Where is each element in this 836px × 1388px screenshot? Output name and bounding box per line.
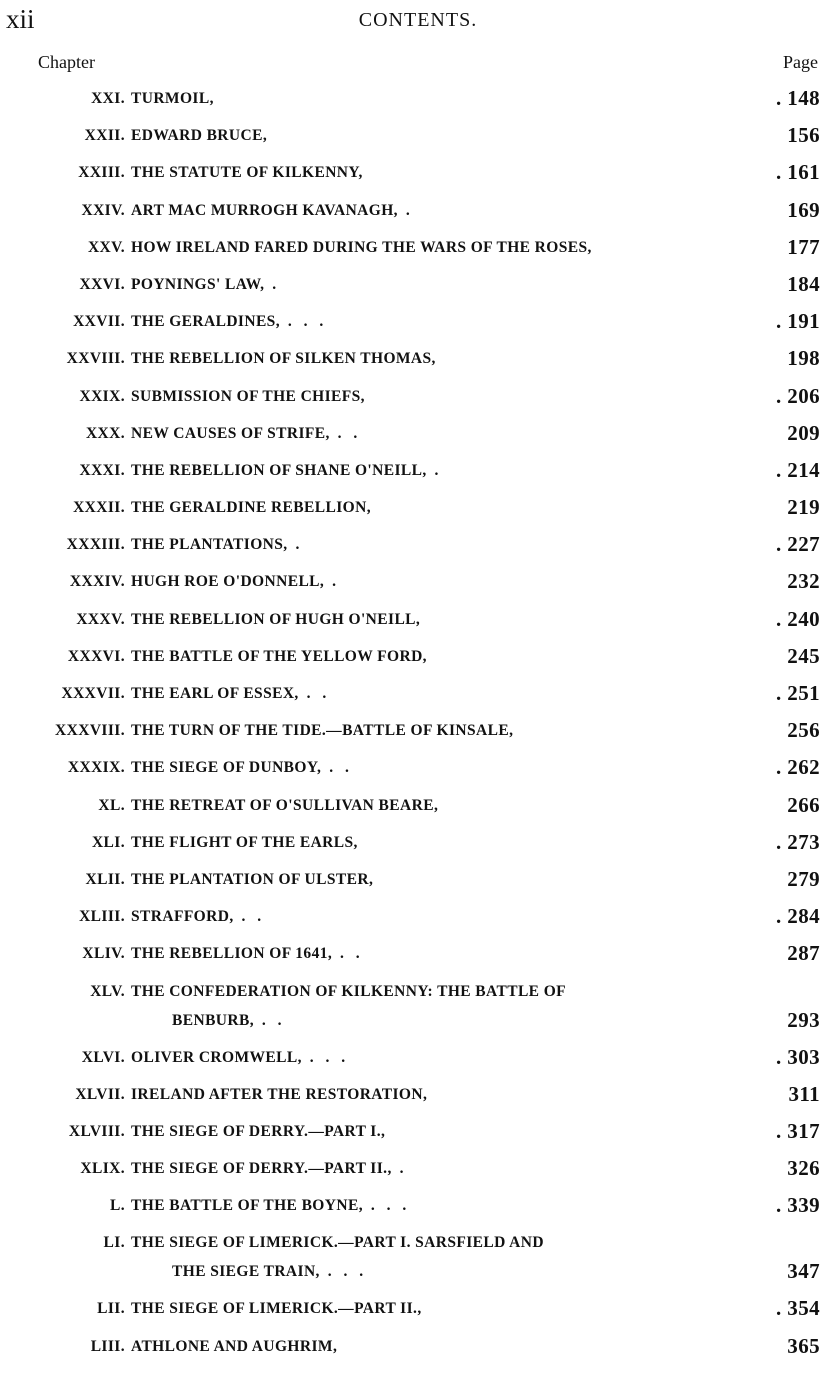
- chapter-title: [131, 797, 438, 815]
- chapter-title-text: THE GERALDINES,: [131, 313, 280, 331]
- chapter-number: XLIII.: [79, 908, 125, 926]
- chapter-title-text: SUBMISSION OF THE CHIEFS,: [131, 387, 365, 405]
- chapter-title-text: ART MAC MURROGH KAVANAGH,: [131, 201, 398, 219]
- chapter-title-text: STRAFFORD,: [131, 908, 234, 926]
- page-number: . 227: [776, 532, 820, 557]
- chapter-title-text: THE REBELLION OF HUGH O'NEILL,: [131, 610, 421, 628]
- chapter-number: XXVII.: [73, 313, 125, 331]
- dot-leaders: . . .: [362, 1197, 411, 1215]
- chapter-title: [131, 499, 371, 517]
- chapter-title: [131, 425, 361, 443]
- chapter-number: XXVI.: [79, 275, 125, 293]
- page-number: 326: [787, 1156, 820, 1181]
- chapter-title-text: THE REBELLION OF 1641,: [131, 945, 333, 963]
- toc-entry: [0, 160, 836, 197]
- chapter-title-text: THE REBELLION OF SHANE O'NEILL,: [131, 461, 427, 479]
- chapter-title-text: OLIVER CROMWELL,: [131, 1048, 302, 1066]
- toc-entry: [0, 532, 836, 569]
- chapter-title: [131, 350, 436, 368]
- page-number: 287: [787, 941, 820, 966]
- chapter-number: XXXII.: [73, 499, 125, 517]
- chapter-title: [131, 1049, 349, 1067]
- chapter-title-continuation: [172, 1012, 286, 1030]
- chapter-title-text: THE SIEGE OF DUNBOY,: [131, 759, 322, 777]
- dot-leaders: . . .: [301, 1048, 350, 1066]
- dot-leaders: .: [287, 536, 304, 554]
- toc-entry: [0, 718, 836, 755]
- page-number: 279: [787, 866, 820, 891]
- chapter-title-text: THE BATTLE OF THE BOYNE,: [131, 1197, 363, 1215]
- page-number: . 339: [776, 1193, 820, 1218]
- chapter-number: XLI.: [91, 833, 125, 851]
- toc-entry: [0, 681, 836, 718]
- chapter-title-continuation-text: BENBURB,: [172, 1011, 255, 1029]
- chapter-title-continuation-text: THE SIEGE TRAIN,: [172, 1263, 320, 1281]
- chapter-title: [131, 945, 364, 963]
- chapter-title: [131, 388, 365, 406]
- contents-list: [0, 86, 836, 1371]
- toc-entry: [0, 755, 836, 792]
- chapter-title-text: THE EARL OF ESSEX,: [131, 685, 299, 702]
- page-number: 169: [787, 197, 820, 222]
- chapter-number: XLVI.: [81, 1048, 125, 1066]
- page-number: . 148: [776, 86, 820, 110]
- toc-entry: [0, 198, 836, 235]
- toc-entry: [0, 346, 836, 383]
- chapter-title: [131, 611, 420, 629]
- chapter-title-text: THE CONFEDERATION OF KILKENNY: THE BATTLE OF: [131, 982, 567, 1000]
- dot-leaders: . . .: [279, 313, 328, 331]
- page-number: 293: [787, 1007, 820, 1032]
- chapter-title: [131, 1300, 422, 1318]
- chapter-title: [131, 1123, 385, 1141]
- toc-entry: [0, 86, 836, 123]
- toc-entry: [0, 1119, 836, 1156]
- chapter-number: XXIII.: [78, 164, 125, 182]
- chapter-title: [131, 759, 353, 777]
- page-number: 209: [787, 420, 820, 445]
- page-number: 365: [787, 1333, 820, 1358]
- dot-leaders: . .: [332, 945, 364, 963]
- page-number: 266: [787, 792, 820, 817]
- chapter-number: XL.: [98, 796, 125, 814]
- chapter-number: LIII.: [90, 1337, 125, 1355]
- page-number: . 251: [776, 681, 820, 705]
- chapter-number: XXII.: [84, 127, 125, 145]
- page-number: . 303: [776, 1044, 820, 1069]
- page-number: . 284: [776, 904, 820, 929]
- chapter-column-label: Chapter: [38, 52, 95, 72]
- chapter-title-text: POYNINGS' LAW,: [131, 275, 265, 293]
- chapter-title: [131, 648, 427, 666]
- page-number: 311: [788, 1081, 820, 1106]
- chapter-number: XXXIV.: [69, 573, 125, 591]
- dot-leaders: .: [397, 201, 414, 219]
- chapter-number: XXXVI.: [67, 647, 125, 665]
- dot-leaders: .: [426, 461, 443, 479]
- chapter-number: XXVIII.: [66, 350, 125, 368]
- chapter-number: XXIV.: [81, 201, 125, 219]
- chapter-number: XLVII.: [75, 1085, 125, 1103]
- page-number: . 240: [776, 606, 820, 631]
- toc-entry: [0, 384, 836, 421]
- toc-entry: [0, 1156, 836, 1193]
- chapter-number: LII.: [97, 1300, 125, 1318]
- toc-entry: [0, 867, 836, 904]
- dot-leaders: . .: [321, 759, 353, 777]
- toc-entry: [0, 644, 836, 681]
- toc-entry: [0, 421, 836, 458]
- chapter-title: [131, 462, 442, 480]
- dot-leaders: . . .: [319, 1263, 368, 1281]
- page-number: . 354: [776, 1296, 820, 1321]
- toc-entry: [0, 235, 836, 272]
- chapter-title-continuation: [172, 1263, 367, 1281]
- chapter-number: XLVIII.: [68, 1122, 125, 1140]
- chapter-title-text: HOW IRELAND FARED DURING THE WARS OF THE ROSES,: [131, 238, 592, 256]
- chapter-title-text: THE SIEGE OF LIMERICK.—PART I. SARSFIELD AND: [131, 1234, 544, 1252]
- chapter-title-text: THE SIEGE OF LIMERICK.—PART II.,: [131, 1300, 422, 1318]
- page-number: 184: [787, 271, 820, 296]
- chapter-title: [131, 313, 327, 331]
- toc-entry: [0, 458, 836, 495]
- dot-leaders: .: [324, 573, 340, 591]
- toc-entry: [0, 569, 836, 606]
- chapter-number: XXX.: [85, 424, 125, 442]
- chapter-number: XXXIX.: [67, 759, 125, 777]
- chapter-title: [131, 1234, 544, 1252]
- toc-entry: [0, 1296, 836, 1333]
- page-number: 177: [787, 234, 820, 259]
- chapter-number: XLV.: [90, 982, 125, 1000]
- page-number: . 273: [776, 829, 820, 854]
- page-number: 232: [787, 569, 820, 594]
- chapter-title: [131, 1338, 337, 1356]
- toc-entry: [0, 1193, 836, 1230]
- chapter-title: [131, 1086, 427, 1104]
- page-folio: xii: [6, 4, 35, 34]
- dot-leaders: .: [264, 275, 281, 293]
- chapter-number: XXIX.: [79, 387, 125, 405]
- chapter-title-text: IRELAND AFTER THE RESTORATION,: [131, 1085, 428, 1103]
- chapter-number: XXXVIII.: [55, 722, 125, 740]
- toc-entry: [0, 1230, 836, 1296]
- toc-entry: [0, 1045, 836, 1082]
- page-number: . 262: [776, 755, 820, 780]
- dot-leaders: . .: [329, 424, 362, 442]
- dot-leaders: . .: [254, 1011, 286, 1029]
- page-number: . 161: [776, 160, 820, 185]
- chapter-title-text: THE BATTLE OF THE YELLOW FORD,: [131, 647, 427, 665]
- page-number: . 206: [776, 383, 820, 408]
- chapter-title-text: HUGH ROE O'DONNELL,: [131, 573, 325, 591]
- toc-entry: [0, 830, 836, 867]
- chapter-title: [131, 1160, 407, 1178]
- chapter-title-text: NEW CAUSES OF STRIFE,: [131, 424, 330, 442]
- toc-entry: [0, 793, 836, 830]
- chapter-title-text: THE GERALDINE REBELLION,: [131, 499, 372, 517]
- chapter-number: XXV.: [87, 238, 125, 256]
- page-column-label: Page: [783, 52, 818, 72]
- toc-entry: [0, 607, 836, 644]
- page-number: . 317: [776, 1118, 820, 1143]
- toc-entry: [0, 1334, 836, 1371]
- chapter-title: [131, 164, 363, 182]
- chapter-number: XXXIII.: [66, 536, 125, 554]
- chapter-title-text: THE PLANTATION OF ULSTER,: [131, 870, 374, 888]
- toc-entry: [0, 1082, 836, 1119]
- chapter-title-text: THE FLIGHT OF THE EARLS,: [131, 833, 358, 851]
- chapter-number: XLII.: [85, 870, 125, 888]
- chapter-title-text: EDWARD BRUCE,: [131, 127, 268, 145]
- page-number: 245: [787, 643, 820, 668]
- chapter-number: XLIX.: [80, 1160, 125, 1178]
- chapter-title-text: THE TURN OF THE TIDE.—BATTLE OF KINSALE,: [131, 722, 514, 740]
- chapter-title-text: THE RETREAT OF O'SULLIVAN BEARE,: [131, 796, 439, 814]
- chapter-number: XXXV.: [76, 610, 125, 628]
- page-number: 219: [787, 495, 820, 520]
- chapter-title-text: THE REBELLION OF SILKEN THOMAS,: [131, 350, 436, 368]
- toc-entry: [0, 979, 836, 1045]
- chapter-title: [131, 202, 414, 220]
- page-number: . 191: [776, 309, 820, 334]
- page-number: 347: [787, 1259, 820, 1284]
- chapter-number: XXI.: [91, 90, 125, 107]
- toc-entry: [0, 904, 836, 941]
- page-number: 256: [787, 718, 820, 743]
- chapter-title: [131, 685, 330, 703]
- chapter-title: [131, 276, 280, 294]
- chapter-title-text: THE STATUTE OF KILKENNY,: [131, 164, 363, 182]
- chapter-title: [131, 239, 592, 257]
- chapter-title-text: THE SIEGE OF DERRY.—PART II.,: [131, 1160, 392, 1178]
- toc-entry: [0, 495, 836, 532]
- chapter-title: [131, 1197, 410, 1215]
- chapter-title: [131, 908, 265, 926]
- chapter-number: XXXI.: [79, 461, 125, 479]
- chapter-title: [131, 983, 566, 1001]
- chapter-title: [131, 127, 267, 145]
- chapter-title: [131, 871, 373, 889]
- chapter-title: [131, 834, 358, 852]
- chapter-title: [131, 90, 214, 108]
- dot-leaders: .: [391, 1160, 408, 1178]
- chapter-number: XXXVII.: [61, 685, 125, 702]
- page-number: . 214: [776, 457, 820, 482]
- toc-entry: [0, 309, 836, 346]
- chapter-number: L.: [109, 1197, 125, 1215]
- chapter-title-text: TURMOIL,: [131, 90, 214, 107]
- chapter-number: LI.: [103, 1234, 125, 1252]
- toc-entry: [0, 272, 836, 309]
- toc-entry: [0, 123, 836, 160]
- chapter-title: [131, 573, 340, 591]
- chapter-number: XLIV.: [82, 945, 125, 963]
- dot-leaders: . .: [298, 685, 331, 702]
- page-number: 156: [787, 123, 820, 148]
- chapter-title-text: THE PLANTATIONS,: [131, 536, 288, 554]
- dot-leaders: . .: [233, 908, 266, 926]
- chapter-title-text: THE SIEGE OF DERRY.—PART I.,: [131, 1122, 386, 1140]
- toc-entry: [0, 941, 836, 978]
- chapter-title: [131, 722, 513, 740]
- running-title: CONTENTS.: [358, 9, 478, 31]
- chapter-title-text: ATHLONE AND AUGHRIM,: [131, 1337, 338, 1355]
- page-number: 198: [787, 346, 820, 371]
- chapter-title: [131, 536, 303, 554]
